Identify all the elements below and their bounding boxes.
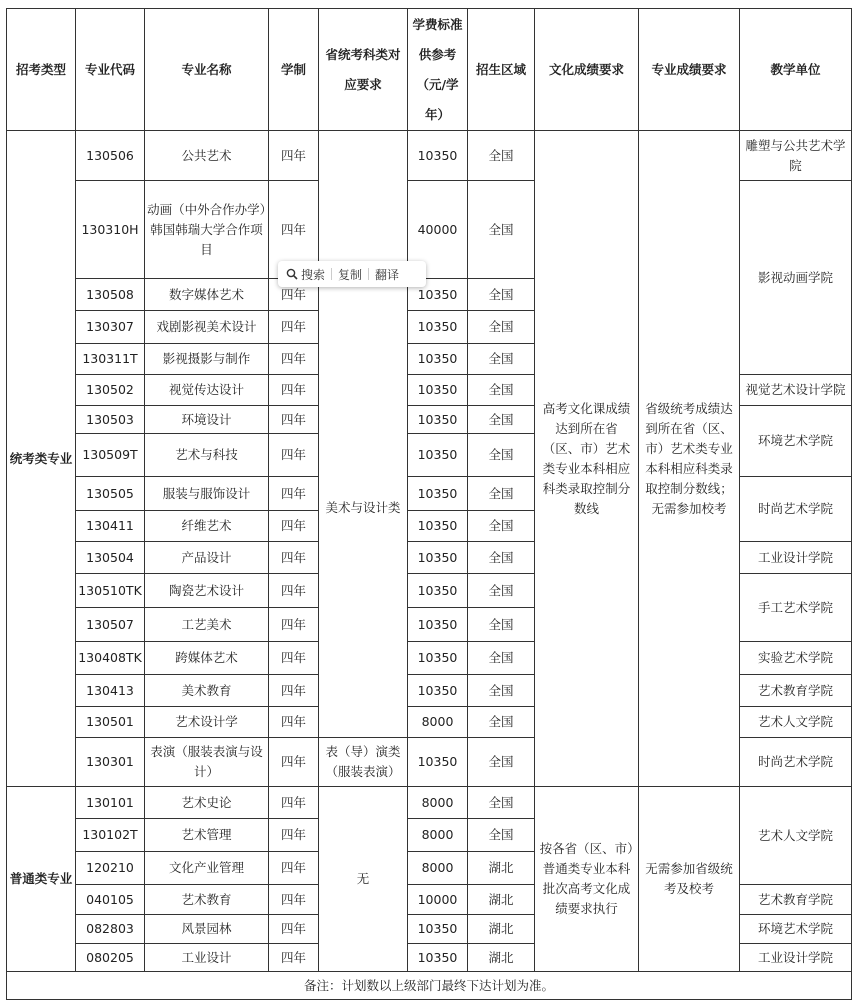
header-name: 专业名称 xyxy=(145,9,269,131)
region-cell: 全国 xyxy=(468,131,535,181)
code-cell: 130101 xyxy=(76,787,145,819)
header-region: 招生区域 xyxy=(468,9,535,131)
fee-cell: 10350 xyxy=(408,944,468,972)
major-general-cell: 无需参加省级统考及校考 xyxy=(639,787,740,972)
header-code: 专业代码 xyxy=(76,9,145,131)
unit-cell: 视觉艺术设计学院 xyxy=(740,375,852,406)
header-row xyxy=(7,9,852,131)
fee-cell: 10350 xyxy=(408,311,468,344)
region-cell: 全国 xyxy=(468,181,535,279)
fee-cell: 10350 xyxy=(408,608,468,642)
popup-translate-button[interactable]: 翻译 xyxy=(375,267,400,282)
name-cell: 动画（中外合作办学）韩国韩瑞大学合作项目 xyxy=(145,181,269,279)
code-cell: 130310H xyxy=(76,181,145,279)
header-years: 学制 xyxy=(269,9,319,131)
unit-cell: 艺术教育学院 xyxy=(740,675,852,707)
years-cell: 四年 xyxy=(269,819,319,852)
unit-cell: 雕塑与公共艺术学院 xyxy=(740,131,852,181)
name-cell: 艺术设计学 xyxy=(145,707,269,738)
unit-cell: 实验艺术学院 xyxy=(740,642,852,675)
code-cell: 130411 xyxy=(76,511,145,542)
header-fee: 学费标准供参考（元/学年） xyxy=(408,9,468,131)
fee-cell: 10350 xyxy=(408,675,468,707)
name-cell: 工业设计 xyxy=(145,944,269,972)
region-cell: 全国 xyxy=(468,574,535,608)
admission-table xyxy=(6,8,852,1000)
name-cell: 文化产业管理 xyxy=(145,852,269,885)
name-cell: 风景园林 xyxy=(145,915,269,944)
divider xyxy=(368,268,369,280)
fee-cell: 10350 xyxy=(408,642,468,675)
unit-cell: 环境艺术学院 xyxy=(740,915,852,944)
popup-search-button[interactable] xyxy=(286,266,325,283)
years-cell: 四年 xyxy=(269,885,319,915)
code-cell: 120210 xyxy=(76,852,145,885)
unified-req-cell xyxy=(319,131,408,279)
code-cell: 080205 xyxy=(76,944,145,972)
name-cell: 艺术史论 xyxy=(145,787,269,819)
note-row xyxy=(7,972,852,1000)
region-cell: 全国 xyxy=(468,311,535,344)
unit-cell: 手工艺术学院 xyxy=(740,574,852,642)
header-culture: 文化成绩要求 xyxy=(535,9,639,131)
years-cell: 四年 xyxy=(269,608,319,642)
fee-cell: 10350 xyxy=(408,406,468,434)
unit-cell: 艺术人文学院 xyxy=(740,787,852,885)
years-cell: 四年 xyxy=(269,675,319,707)
years-cell: 四年 xyxy=(269,344,319,375)
code-cell: 130507 xyxy=(76,608,145,642)
name-cell: 跨媒体艺术 xyxy=(145,642,269,675)
performance-cell: 表（导）演类（服装表演） xyxy=(319,738,408,787)
years-cell: 四年 xyxy=(269,181,319,279)
years-cell: 四年 xyxy=(269,406,319,434)
unit-cell: 艺术教育学院 xyxy=(740,885,852,915)
region-cell: 湖北 xyxy=(468,885,535,915)
name-cell: 艺术与科技 xyxy=(145,434,269,477)
name-cell: 影视摄影与制作 xyxy=(145,344,269,375)
region-cell: 湖北 xyxy=(468,852,535,885)
unit-cell: 工业设计学院 xyxy=(740,542,852,574)
fee-cell: 8000 xyxy=(408,819,468,852)
popup-copy-button[interactable]: 复制 xyxy=(338,267,363,282)
code-cell: 130102T xyxy=(76,819,145,852)
unit-cell: 时尚艺术学院 xyxy=(740,477,852,542)
fee-cell: 40000 xyxy=(408,181,468,279)
code-cell: 130307 xyxy=(76,311,145,344)
art-design-cell: 美术与设计类 xyxy=(319,279,408,738)
name-cell: 美术教育 xyxy=(145,675,269,707)
unit-cell: 环境艺术学院 xyxy=(740,406,852,477)
years-cell: 四年 xyxy=(269,944,319,972)
region-cell: 全国 xyxy=(468,819,535,852)
years-cell: 四年 xyxy=(269,738,319,787)
fee-cell: 8000 xyxy=(408,852,468,885)
fee-cell: 10350 xyxy=(408,131,468,181)
region-cell: 全国 xyxy=(468,642,535,675)
region-cell: 全国 xyxy=(468,477,535,511)
fee-cell: 10000 xyxy=(408,885,468,915)
years-cell: 四年 xyxy=(269,707,319,738)
years-cell: 四年 xyxy=(269,642,319,675)
region-cell: 湖北 xyxy=(468,944,535,972)
years-cell: 四年 xyxy=(269,852,319,885)
region-cell: 全国 xyxy=(468,542,535,574)
years-cell: 四年 xyxy=(269,511,319,542)
region-cell: 全国 xyxy=(468,375,535,406)
note-cell: 备注：计划数以上级部门最终下达计划为准。 xyxy=(7,972,852,1000)
culture-general-cell: 按各省（区、市）普通类专业本科批次高考文化成绩要求执行 xyxy=(535,787,639,972)
fee-cell: 10350 xyxy=(408,511,468,542)
years-cell: 四年 xyxy=(269,434,319,477)
code-cell: 130311T xyxy=(76,344,145,375)
name-cell: 服装与服饰设计 xyxy=(145,477,269,511)
popup-search-label: 搜索 xyxy=(301,267,326,282)
search-icon xyxy=(286,268,298,280)
unit-cell: 时尚艺术学院 xyxy=(740,738,852,787)
code-cell: 130509T xyxy=(76,434,145,477)
code-cell: 130408TK xyxy=(76,642,145,675)
fee-cell: 10350 xyxy=(408,915,468,944)
fee-cell: 8000 xyxy=(408,787,468,819)
code-cell: 130510TK xyxy=(76,574,145,608)
fee-cell: 10350 xyxy=(408,574,468,608)
name-cell: 艺术管理 xyxy=(145,819,269,852)
name-cell: 工艺美术 xyxy=(145,608,269,642)
major-unified-cell: 省级统考成绩达到所在省（区、市）艺术类专业本科相应科类录取控制分数线；无需参加校考 xyxy=(639,131,740,787)
code-cell: 130506 xyxy=(76,131,145,181)
code-cell: 130502 xyxy=(76,375,145,406)
table-row xyxy=(7,131,852,181)
none-cell: 无 xyxy=(319,787,408,972)
code-cell: 130301 xyxy=(76,738,145,787)
unit-cell: 影视动画学院 xyxy=(740,181,852,375)
years-cell: 四年 xyxy=(269,477,319,511)
header-major-req: 专业成绩要求 xyxy=(639,9,740,131)
region-cell: 全国 xyxy=(468,511,535,542)
region-cell: 全国 xyxy=(468,707,535,738)
table-row xyxy=(7,787,852,819)
years-cell: 四年 xyxy=(269,279,319,311)
region-cell: 全国 xyxy=(468,608,535,642)
code-cell: 082803 xyxy=(76,915,145,944)
years-cell: 四年 xyxy=(269,542,319,574)
name-cell: 数字媒体艺术 xyxy=(145,279,269,311)
fee-cell: 10350 xyxy=(408,434,468,477)
code-cell: 040105 xyxy=(76,885,145,915)
general-type-cell: 普通类专业 xyxy=(7,787,76,972)
years-cell: 四年 xyxy=(269,311,319,344)
divider xyxy=(331,268,332,280)
fee-cell: 10350 xyxy=(408,279,468,311)
region-cell: 全国 xyxy=(468,738,535,787)
name-cell: 戏剧影视美术设计 xyxy=(145,311,269,344)
region-cell: 全国 xyxy=(468,406,535,434)
name-cell: 公共艺术 xyxy=(145,131,269,181)
name-cell: 产品设计 xyxy=(145,542,269,574)
unified-type-cell: 统考类专业 xyxy=(7,131,76,787)
name-cell: 纤维艺术 xyxy=(145,511,269,542)
name-cell: 陶瓷艺术设计 xyxy=(145,574,269,608)
header-type: 招考类型 xyxy=(7,9,76,131)
selection-popup xyxy=(278,261,426,287)
unit-cell: 艺术人文学院 xyxy=(740,707,852,738)
fee-cell: 10350 xyxy=(408,344,468,375)
fee-cell: 10350 xyxy=(408,542,468,574)
name-cell: 艺术教育 xyxy=(145,885,269,915)
fee-cell: 10350 xyxy=(408,477,468,511)
code-cell: 130504 xyxy=(76,542,145,574)
code-cell: 130508 xyxy=(76,279,145,311)
unit-cell: 工业设计学院 xyxy=(740,944,852,972)
years-cell: 四年 xyxy=(269,915,319,944)
code-cell: 130501 xyxy=(76,707,145,738)
header-unit: 教学单位 xyxy=(740,9,852,131)
region-cell: 全国 xyxy=(468,344,535,375)
name-cell: 视觉传达设计 xyxy=(145,375,269,406)
region-cell: 全国 xyxy=(468,434,535,477)
culture-unified-cell: 高考文化课成绩达到所在省（区、市）艺术类专业本科相应科类录取控制分数线 xyxy=(535,131,639,787)
code-cell: 130413 xyxy=(76,675,145,707)
fee-cell: 10350 xyxy=(408,375,468,406)
code-cell: 130505 xyxy=(76,477,145,511)
years-cell: 四年 xyxy=(269,131,319,181)
region-cell: 全国 xyxy=(468,787,535,819)
region-cell: 全国 xyxy=(468,675,535,707)
years-cell: 四年 xyxy=(269,574,319,608)
name-cell: 表演（服装表演与设计） xyxy=(145,738,269,787)
code-cell: 130503 xyxy=(76,406,145,434)
fee-cell: 10350 xyxy=(408,738,468,787)
fee-cell: 8000 xyxy=(408,707,468,738)
years-cell: 四年 xyxy=(269,375,319,406)
years-cell: 四年 xyxy=(269,787,319,819)
name-cell: 环境设计 xyxy=(145,406,269,434)
region-cell: 全国 xyxy=(468,279,535,311)
header-unified: 省统考科类对应要求 xyxy=(319,9,408,131)
region-cell: 湖北 xyxy=(468,915,535,944)
